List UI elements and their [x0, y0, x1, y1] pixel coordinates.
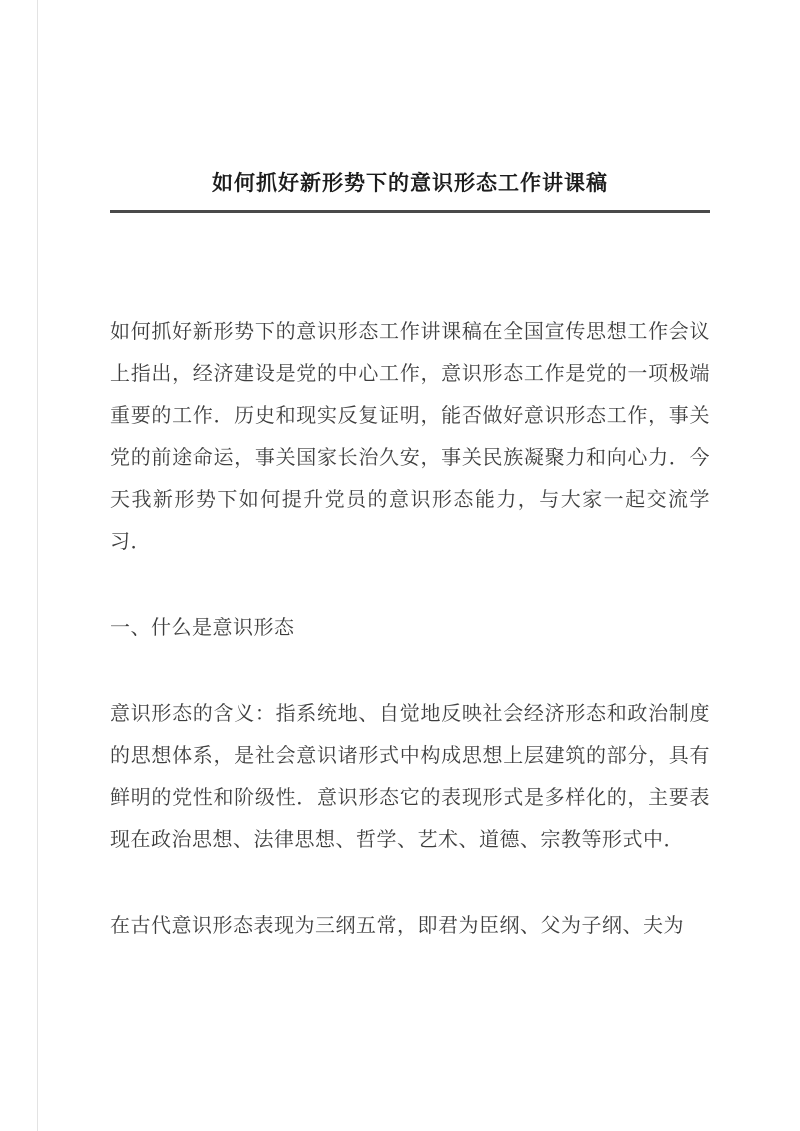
- section-paragraph: 意识形态的含义：指系统地、自觉地反映社会经济形态和政治制度的思想体系，是社会意识诸形式中构成思想上层建筑的部分，具有鲜明的党性和阶级性．意识形态它的表现形式是多样化的，主要表现在政治思想、法律思想、哲学、艺术、道德、宗教等形式中．: [110, 703, 710, 852]
- last-paragraph: 在古代意识形态表现为三纲五常，即君为臣纲、父为子纲、夫为: [110, 915, 684, 938]
- intro-paragraph: 如何抓好新形势下的意识形态工作讲课稿在全国宣传思想工作会议上指出，经济建设是党的中心工作，意识形态工作是党的一项极端重要的工作．历史和现实反复证明，能否做好意识形态工作，事关党的前途命运，事关国家长治久安，事关民族凝聚力和向心力．今天我新形势下如何提升党员的意识形态能力，与大家一起交流学习．: [110, 321, 710, 554]
- page-left-border: [37, 0, 38, 1131]
- document-content: [110, 0, 710, 991]
- title-divider: [110, 210, 710, 213]
- document-title: 如何抓好新形势下的意识形态工作讲课稿: [212, 172, 608, 195]
- section-heading: 一、什么是意识形态: [110, 617, 295, 640]
